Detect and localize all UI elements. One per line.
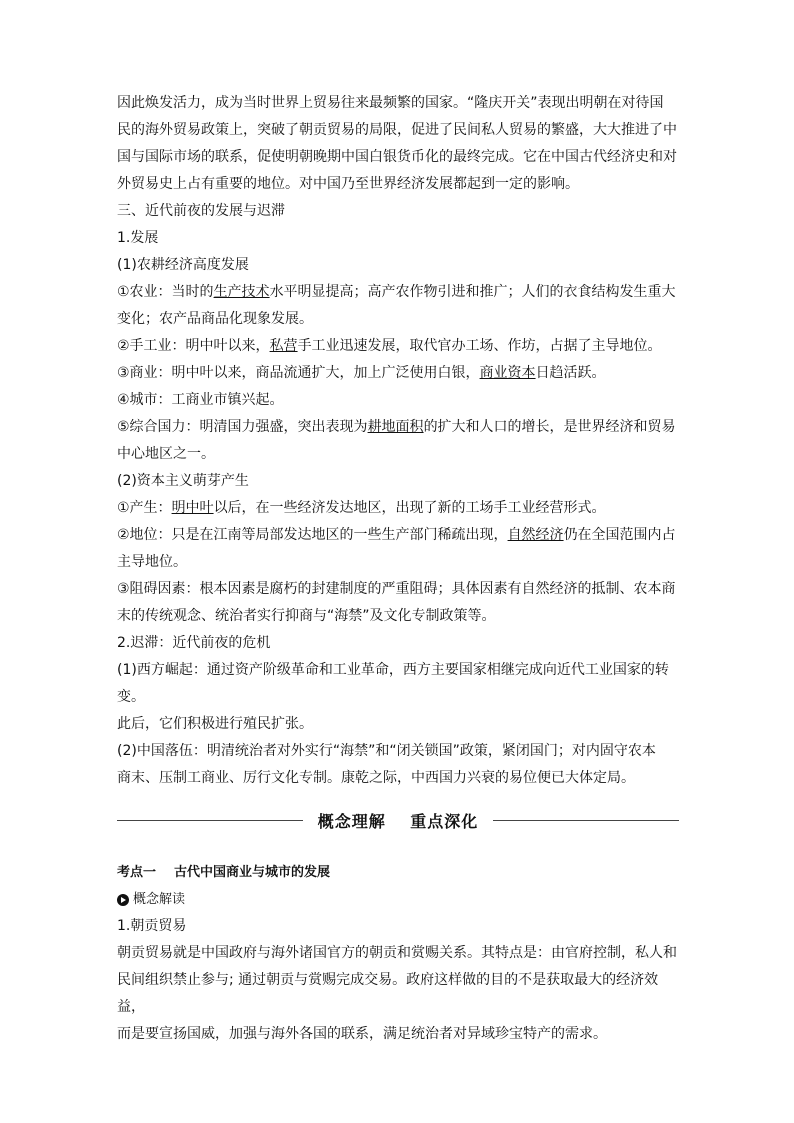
capitalism-subtitle: (2)资本主义萌芽产生	[117, 473, 249, 489]
commerce-line	[117, 360, 679, 387]
emergence-text-b: 以后，在一些经济发达地区，出现了新的工场手工业经营形式。	[213, 500, 606, 516]
emergence-line	[117, 495, 679, 522]
power-text-a: ⑤综合国力：明清国力强盛，突出表现为	[117, 419, 368, 435]
farming-subtitle: (1)农耕经济高度发展	[117, 257, 249, 273]
concept-label: 概念解读	[133, 892, 186, 907]
intro-line-3: 国与国际市场的联系，促使明朝晚期中国白银货币化的最终完成。它在中国古代经济史和对	[117, 149, 677, 165]
section-heading: 三、近代前夜的发展与迟滞	[117, 203, 285, 219]
handicraft-text-a: ②手工业：明中叶以来，	[117, 338, 270, 354]
west-rise-line-1: (1)西方崛起：通过资产阶级革命和工业革命，西方主要国家相继完成向近代工业国家的转变。	[117, 662, 669, 705]
emergence-text-a: ①产生：	[117, 500, 172, 516]
agriculture-line-1	[117, 279, 679, 306]
city-line: ④城市：工商业市镇兴起。	[117, 392, 284, 408]
china-lag-line-2: 商末、压制工商业、厉行文化专制。康乾之际，中西国力兴衰的易位便已大体定局。	[117, 770, 635, 786]
exam-point-title: 古代中国商业与城市的发展	[174, 865, 331, 880]
commerce-text-b: 日趋活跃。	[535, 365, 606, 381]
play-circle-icon	[117, 894, 129, 906]
position-text-b: 仍在全国范围内占	[563, 527, 676, 543]
position-line-1	[117, 522, 679, 549]
china-lag-line-1: (2)中国落伍：明清统治者对外实行“海禁”和“闭关锁国”政策，紧闭国门；对内固守农本	[117, 743, 656, 759]
exam-point-label: 考点一	[117, 865, 157, 880]
handicraft-text-b: 手工业迅速发展，取代官办工场、作坊，占据了主导地位。	[297, 338, 662, 354]
obstacle-line-1: ③阻碍因素：根本因素是腐朽的封建制度的严重阻碍；具体因素有自然经济的抵制、农本商	[117, 581, 676, 597]
intro-line-4: 外贸易史上占有重要的地位。对中国乃至世界经济发展都起到一定的影响。	[117, 176, 579, 192]
handicraft-line	[117, 333, 679, 360]
position-line-2: 主导地位。	[117, 554, 187, 570]
tribute-trade-line-1: 朝贡贸易就是中国政府与海外诸国官方的朝贡和赏赐关系。其特点是：由官府控制，私人和	[117, 945, 677, 961]
exam-point-heading	[117, 859, 679, 886]
national-power-line-2: 中心地区之一。	[117, 446, 215, 462]
tribute-trade-title: 1.朝贡贸易	[117, 918, 187, 934]
commerce-underlined: 商业资本	[479, 365, 536, 381]
agriculture-text-a: ①农业：当时的	[117, 284, 214, 300]
obstacle-line-2: 末的传统观念、统治者实行抑商与“海禁”及文化专制政策等。	[117, 608, 496, 624]
tribute-trade-line-2: 民间组织禁止参与; 通过朝贡与赏赐完成交易。政府这样做的目的不是获取最大的经济效益，	[117, 972, 659, 1015]
power-underlined: 耕地面积	[367, 419, 424, 435]
commerce-text-a: ③商业：明中叶以来，商品流通扩大，加上广泛使用白银，	[117, 365, 480, 381]
document-page	[117, 90, 679, 1048]
divider-title: 概念理解 重点深化	[317, 812, 479, 831]
intro-line-1: 因此焕发活力，成为当时世界上贸易往来最频繁的国家。“隆庆开关”表现出明朝在对待国	[117, 95, 664, 111]
position-text-a: ②地位：只是在江南等局部发达地区的一些生产部门稀疏出现，	[117, 527, 508, 543]
intro-line-2: 民的海外贸易政策上，突破了朝贡贸易的局限，促进了民间私人贸易的繁盛，大大推进了中	[117, 122, 677, 138]
agriculture-text-b: 水平明显提高；高产农作物引进和推广；人们的衣食结构发生重大	[269, 284, 676, 300]
lag-title: 2.迟滞：近代前夜的危机	[117, 635, 271, 651]
section-divider	[117, 801, 679, 841]
divider-line-right	[493, 820, 679, 821]
tribute-trade-line-3: 而是要宣扬国威，加强与海外各国的联系，满足统治者对异域珍宝特产的需求。	[117, 1026, 607, 1042]
position-underlined: 自然经济	[507, 527, 564, 543]
power-text-b: 的扩大和人口的增长，是世界经济和贸易	[423, 419, 676, 435]
west-rise-line-2: 此后，它们积极进行殖民扩张。	[117, 716, 313, 732]
handicraft-underlined: 私营	[269, 338, 298, 354]
concept-label-row	[117, 886, 679, 913]
emergence-underlined: 明中叶	[171, 500, 214, 516]
national-power-line-1	[117, 414, 679, 441]
development-title: 1.发展	[117, 230, 159, 246]
agriculture-underlined: 生产技术	[213, 284, 270, 300]
exam-point-section	[117, 859, 679, 1048]
agriculture-line-2: 变化；农产品商品化现象发展。	[117, 311, 313, 327]
